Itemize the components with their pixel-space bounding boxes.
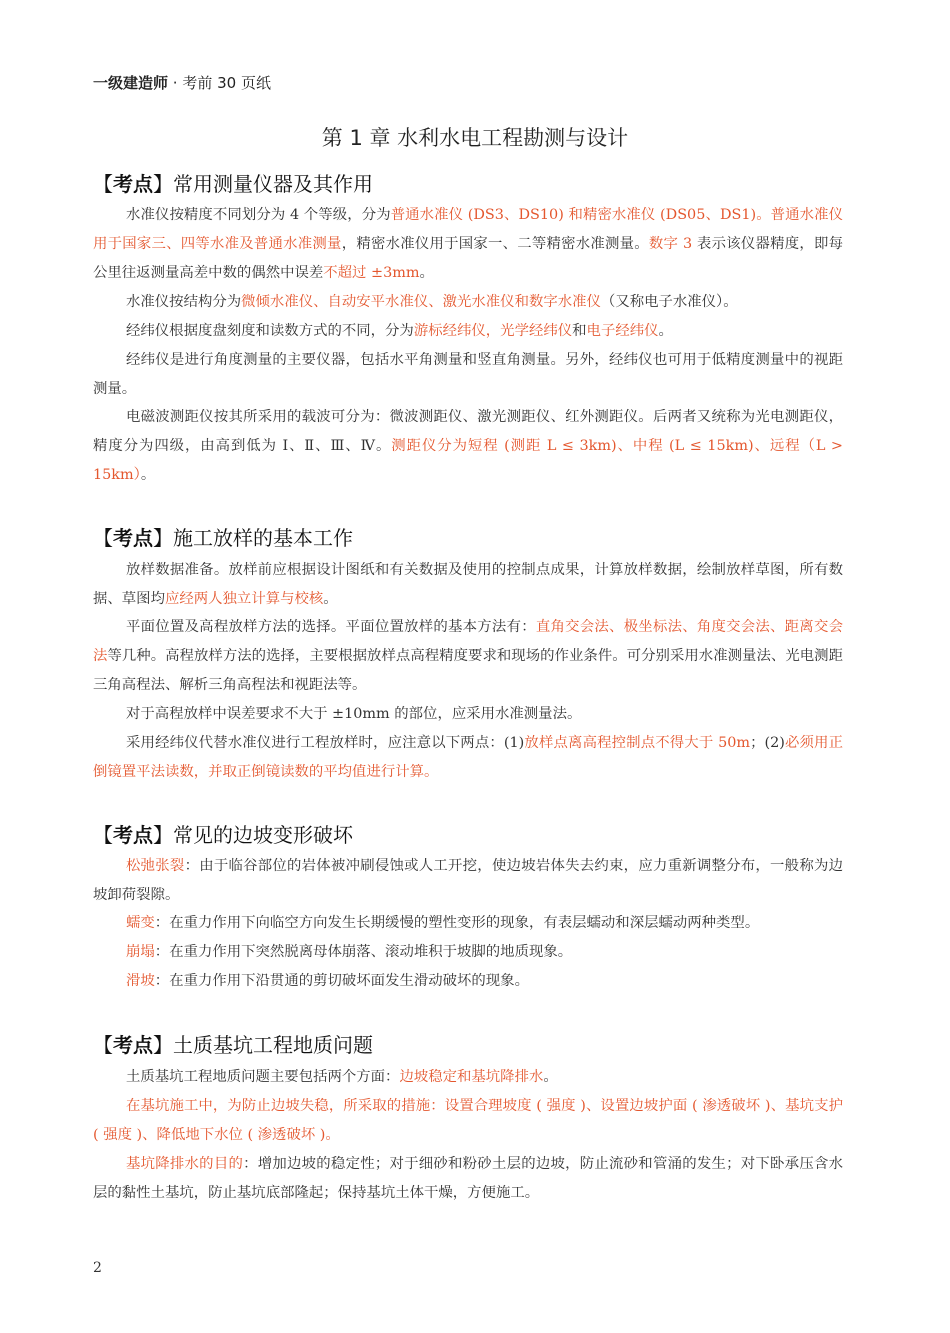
bracket-open: 【 — [93, 823, 113, 847]
highlighted-text: 应经两人独立计算与校核 — [164, 591, 324, 607]
highlighted-text: 电子经纬仪 — [586, 323, 659, 339]
text-run: 经纬仪是进行角度测量的主要仪器，包括水平角测量和竖直角测量。另外，经纬仪也可用于低精度测量中的视距测量。 — [93, 352, 843, 397]
paragraph — [93, 1092, 843, 1150]
text-run: ；(2) — [750, 735, 785, 751]
text-run: 。 — [658, 323, 673, 339]
section-title-text: 常见的边坡变形破坏 — [173, 823, 353, 847]
paragraph — [93, 852, 843, 910]
paragraph — [93, 346, 843, 404]
section-tag: 考点 — [113, 526, 153, 550]
text-run: 采用经纬仪代替水准仪进行工程放样时，应注意以下两点：(1) — [126, 735, 525, 751]
bracket-close: 】 — [153, 823, 173, 847]
highlighted-text: 松弛张裂 — [126, 858, 185, 874]
section-title — [93, 168, 373, 197]
bracket-close: 】 — [153, 172, 173, 196]
bracket-open: 【 — [93, 172, 113, 196]
text-run: 。 — [543, 1069, 558, 1085]
running-header — [93, 72, 271, 93]
highlighted-text: 普通水准仪 (DS3、DS10) 和精密水准仪 (DS05、DS1)。普通水准仪用于国家三、四等水准及普通水准测量 — [93, 207, 843, 252]
highlighted-text: 直角交会法、极坐标法、角度交会法、距离交会法 — [93, 619, 843, 664]
highlighted-text: 游标经纬仪，光学经纬仪 — [413, 323, 573, 339]
section-title-text: 施工放样的基本工作 — [173, 526, 353, 550]
section-tag: 考点 — [113, 1033, 153, 1057]
section-title — [93, 522, 353, 551]
text-run: 。 — [419, 265, 434, 281]
text-run: （又称电子水准仪）。 — [600, 294, 738, 310]
text-run: 水准仪按结构分为 — [126, 294, 242, 310]
paragraph — [93, 729, 843, 787]
bracket-close: 】 — [153, 1033, 173, 1057]
section-tag: 考点 — [113, 823, 153, 847]
text-run: 。 — [323, 591, 338, 607]
highlighted-text: 不超过 ±3mm — [323, 265, 420, 281]
section-title — [93, 819, 353, 848]
highlighted-text: 边坡稳定和基坑降排水 — [399, 1069, 544, 1085]
text-run: ，精密水准仪用于国家一、二等精密水准测量。 — [341, 236, 649, 252]
text-run: 土质基坑工程地质问题主要包括两个方面： — [126, 1069, 400, 1085]
text-run: 对于高程放样中误差要求不大于 ±10mm 的部位，应采用水准测量法。 — [126, 706, 582, 722]
highlighted-text: 微倾水准仪、自动安平水准仪、激光水准仪和数字水准仪 — [241, 294, 601, 310]
paragraph — [93, 700, 843, 729]
highlighted-text: 在基坑施工中，为防止边坡失稳，所采取的措施：设置合理坡度 ( 强度 )、设置边坡护面 ( 渗透破坏 )、基坑支护 ( 强度 )、降低地下水位 ( 渗透破坏 )。 — [93, 1098, 843, 1143]
paragraph — [93, 967, 843, 996]
header-brand: 一级建造师 — [93, 74, 169, 92]
highlighted-text: 滑坡 — [126, 973, 155, 989]
highlighted-text: 放样点离高程控制点不得大于 50m — [524, 735, 751, 751]
text-run: ：由于临谷部位的岩体被冲刷侵蚀或人工开挖，使边坡岩体失去约束，应力重新调整分布，一般称为边坡卸荷裂隙。 — [93, 858, 843, 903]
text-run: 电磁波测距仪按其所采用的载波可分为：微波测距仪、激光测距仪、红外测距仪。后两者又统称为光电测距仪，精度分为四级，由高到低为 Ⅰ、Ⅱ、Ⅲ、Ⅳ。 — [93, 409, 843, 454]
highlighted-text: 数字 3 — [648, 236, 693, 252]
bracket-open: 【 — [93, 1033, 113, 1057]
text-run: 经纬仪根据度盘刻度和读数方式的不同，分为 — [126, 323, 414, 339]
bracket-close: 】 — [153, 526, 173, 550]
text-run: 和 — [572, 323, 587, 339]
text-run: ：增加边坡的稳定性；对于细砂和粉砂土层的边坡，防止流砂和管涌的发生；对下卧承压含水层的黏性土基坑，防止基坑底部隆起；保持基坑土体干燥，方便施工。 — [93, 1156, 843, 1201]
highlighted-text: 测距仪分为短程 (测距 L ≤ 3km)、中程 (L ≤ 15km)、远程（L > 15km） — [93, 438, 843, 483]
text-run: ：在重力作用下突然脱离母体崩落、滚动堆积于坡脚的地质现象。 — [154, 944, 573, 960]
highlighted-text: 崩塌 — [126, 944, 155, 960]
paragraph — [93, 613, 843, 700]
page-number: 2 — [93, 1260, 102, 1276]
paragraph — [93, 556, 843, 614]
highlighted-text: 基坑降排水的目的 — [126, 1156, 244, 1172]
text-run: 表示该仪器精度，即每公里往返测量高差中数的偶然中误差 — [93, 236, 843, 281]
text-run: 水准仪按精度不同划分为 4 个等级，分为 — [126, 207, 391, 223]
paragraph — [93, 1063, 843, 1092]
section-title — [93, 1029, 373, 1058]
section-title-text: 常用测量仪器及其作用 — [173, 172, 373, 196]
highlighted-text: 蠕变 — [126, 915, 155, 931]
bracket-open: 【 — [93, 526, 113, 550]
text-run: 平面位置及高程放样方法的选择。平面位置放样的基本方法有： — [126, 619, 536, 635]
paragraph — [93, 938, 843, 967]
paragraph — [93, 288, 843, 317]
paragraph — [93, 909, 843, 938]
text-run: 放样数据准备。放样前应根据设计图纸和有关数据及使用的控制点成果，计算放样数据，绘制放样草图，所有数据、草图均 — [93, 562, 843, 607]
text-run: 等几种。高程放样方法的选择，主要根据放样点高程精度要求和现场的作业条件。可分别采用水准测量法、光电测距三角高程法、解析三角高程法和视距法等。 — [93, 648, 843, 693]
section-title-text: 土质基坑工程地质问题 — [173, 1033, 373, 1057]
highlighted-text: 必须用正倒镜置平法读数，并取正倒镜读数的平均值进行计算。 — [93, 735, 843, 780]
paragraph — [93, 403, 843, 490]
paragraph — [93, 201, 843, 288]
section-tag: 考点 — [113, 172, 153, 196]
paragraph — [93, 317, 843, 346]
header-separator: · — [172, 74, 178, 92]
header-subtitle: 考前 30 页纸 — [182, 74, 271, 92]
text-run: ：在重力作用下沿贯通的剪切破坏面发生滑动破坏的现象。 — [154, 973, 529, 989]
chapter-title: 第 1 章 水利水电工程勘测与设计 — [321, 126, 629, 150]
text-run: ：在重力作用下向临空方向发生长期缓慢的塑性变形的现象，有表层蠕动和深层蠕动两种类型。 — [154, 915, 760, 931]
paragraph — [93, 1150, 843, 1208]
text-run: 。 — [140, 467, 156, 483]
